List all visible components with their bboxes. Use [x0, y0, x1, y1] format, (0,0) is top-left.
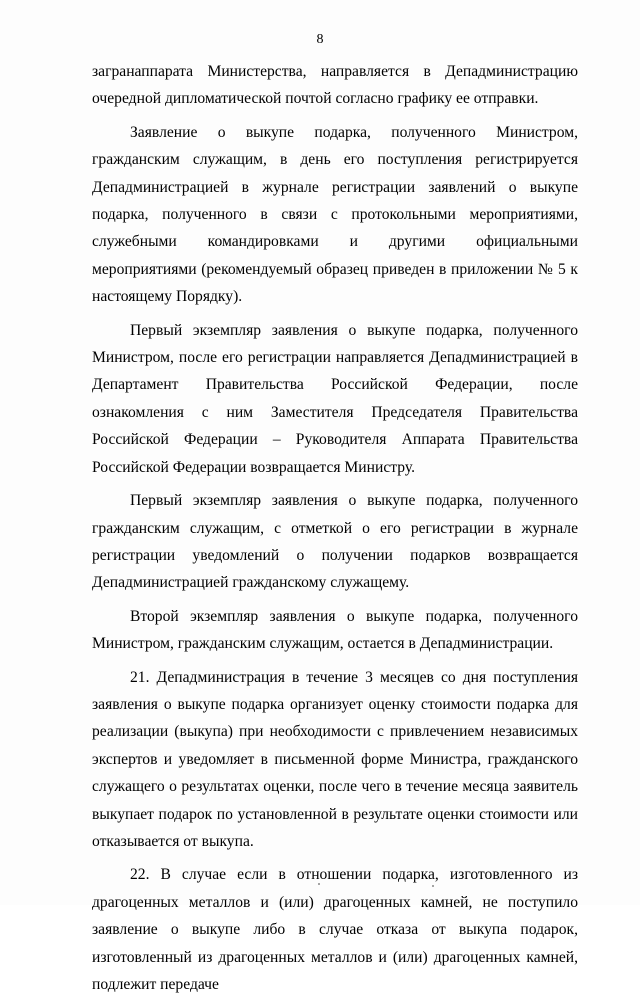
page-number: 8: [316, 32, 324, 47]
scan-speck: [318, 883, 320, 885]
paragraph-first-copy-civil-servant: Первый экземпляр заявления о выкупе подарка, полученного гражданским служащим, с отметкой о его регистрации в журнале регистрации уведомлений о получении подарков возвращается Депадминистрацией гражданскому служащему.: [92, 492, 578, 592]
paragraph-application-registration: Заявление о выкупе подарка, полученного Министром, гражданским служащим, в день его поступления регистрируется Депадминистрацией в журнале регистрации заявлений о выкупе подарка, полученного в связи с протокольными мероприятиями, служебными командировками и другими официальными мероприятиями (рекомендуемый образец приведен в приложении № 5 к настоящему Порядку).: [92, 123, 578, 306]
paragraph-second-copy: Второй экземпляр заявления о выкупе подарка, полученного Министром, гражданским служащим, остается в Депадминистрации.: [92, 607, 578, 653]
paragraph-item-22: 22. В случае если в отношении подарка, изготовленного из драгоценных металлов и (или) драгоценных камней, не поступило заявление о выкупе либо в случае отказа от выкупа подарок, изготовленный из драгоценных металлов и (или) драгоценных камней, подлежит передаче: [92, 866, 578, 993]
paragraph-first-copy-minister: Первый экземпляр заявления о выкупе подарка, полученного Министром, после его регистрации направляется Депадминистрацией в Департамент Правительства Российской Федерации, после ознакомления с ним Заместителя Председателя Правительства Российской Федерации – Руководителя Аппарата Правительства Российской Федерации возвращается Министру.: [92, 321, 578, 476]
document-body: [92, 58, 578, 998]
paragraph-item-21: 21. Депадминистрация в течение 3 месяцев со дня поступления заявления о выкупе подарка организует оценку стоимости подарка для реализации (выкупа) при необходимости с привлечением независимых экспертов и уведомляет в письменной форме Министра, гражданского служащего о результатах оценки, после чего в течение месяца заявитель выкупает подарок по установленной в результате оценки стоимости или отказывается от выкупа.: [92, 668, 578, 850]
paragraph-continuation: загранаппарата Министерства, направляется в Депадминистрацию очередной дипломатической почтой согласно графику ее отправки.: [92, 63, 578, 108]
scan-speck: [432, 885, 434, 887]
